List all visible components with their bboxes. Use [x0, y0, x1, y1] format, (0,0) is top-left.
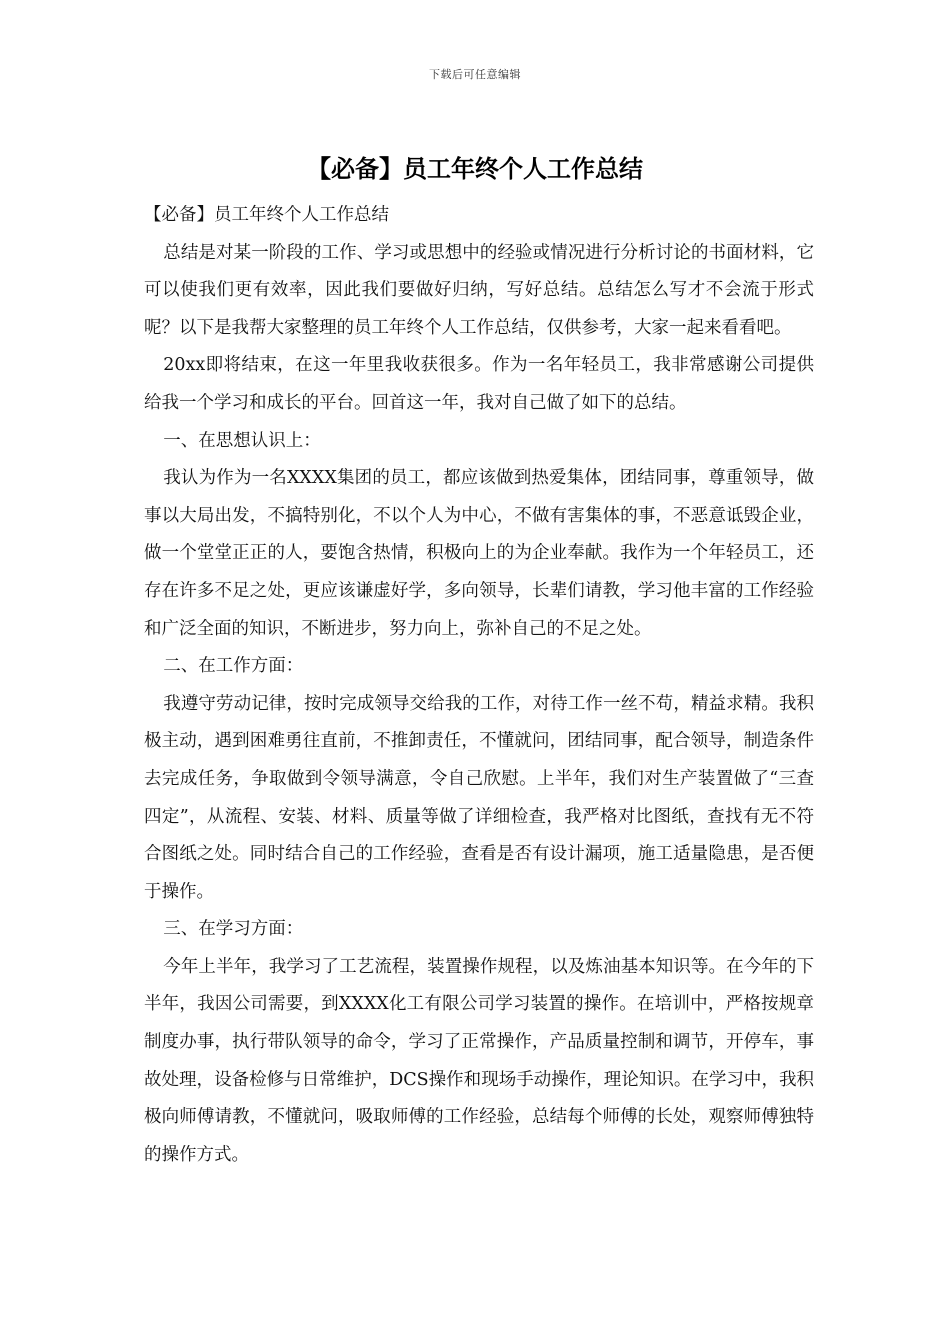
paragraph-study: 今年上半年，我学习了工艺流程，装置操作规程，以及炼油基本知识等。在今年的下半年，我因公司需要，到XXXX化工有限公司学习装置的操作。在培训中，严格按规章制度办事，执行带队领导的命令，学习了正常操作，产品质量控制和调节，开停车，事故处理，设备检修与日常维护，DCS操作和现场手动操作，理论知识。在学习中，我积极向师傅请教，不懂就问，吸取师傅的工作经验，总结每个师傅的长处，观察师傅独特的操作方式。 — [144, 956, 814, 1165]
header-note: 下载后可任意编辑 — [429, 68, 521, 81]
document-body — [144, 197, 814, 1174]
section-heading-work: 二、在工作方面： — [163, 656, 304, 677]
paragraph-thought: 我认为作为一名XXXX集团的员工，都应该做到热爱集体，团结同事，尊重领导，做事以大局出发，不搞特别化，不以个人为中心，不做有害集体的事，不恶意诋毁企业，做一个堂堂正正的人，要饱含热情，积极向上的为企业奉献。我作为一个年轻员工，还存在许多不足之处，更应该谦虚好学，多向领导，长辈们请教，学习他丰富的工作经验和广泛全面的知识，不断进步，努力向上，弥补自己的不足之处。 — [144, 468, 814, 639]
section-heading-thought: 一、在思想认识上： — [163, 430, 321, 451]
document-title: 【必备】员工年终个人工作总结 — [307, 154, 643, 183]
section-heading-study: 三、在学习方面： — [163, 919, 304, 940]
subtitle-line: 【必备】员工年终个人工作总结 — [144, 205, 389, 225]
paragraph-opening: 20xx即将结束，在这一年里我收获很多。作为一名年轻员工，我非常感谢公司提供给我一个学习和成长的平台。回首这一年，我对自己做了如下的总结。 — [144, 355, 814, 413]
paragraph-work: 我遵守劳动记律，按时完成领导交给我的工作，对待工作一丝不苟，精益求精。我积极主动，遇到困难勇往直前，不推卸责任，不懂就问，团结同事，配合领导，制造条件去完成任务，争取做到令领导满意，令自己欣慰。上半年，我们对生产装置做了“三查四定”，从流程、安装、材料、质量等做了详细检查，我严格对比图纸，查找有无不符合图纸之处。同时结合自己的工作经验，查看是否有设计漏项，施工适量隐患，是否便于操作。 — [144, 693, 814, 902]
paragraph-intro: 总结是对某一阶段的工作、学习或思想中的经验或情况进行分析讨论的书面材料，它可以使我们更有效率，因此我们要做好归纳，写好总结。总结怎么写才不会流于形式呢？以下是我帮大家整理的员工年终个人工作总结，仅供参考，大家一起来看看吧。 — [144, 242, 814, 338]
